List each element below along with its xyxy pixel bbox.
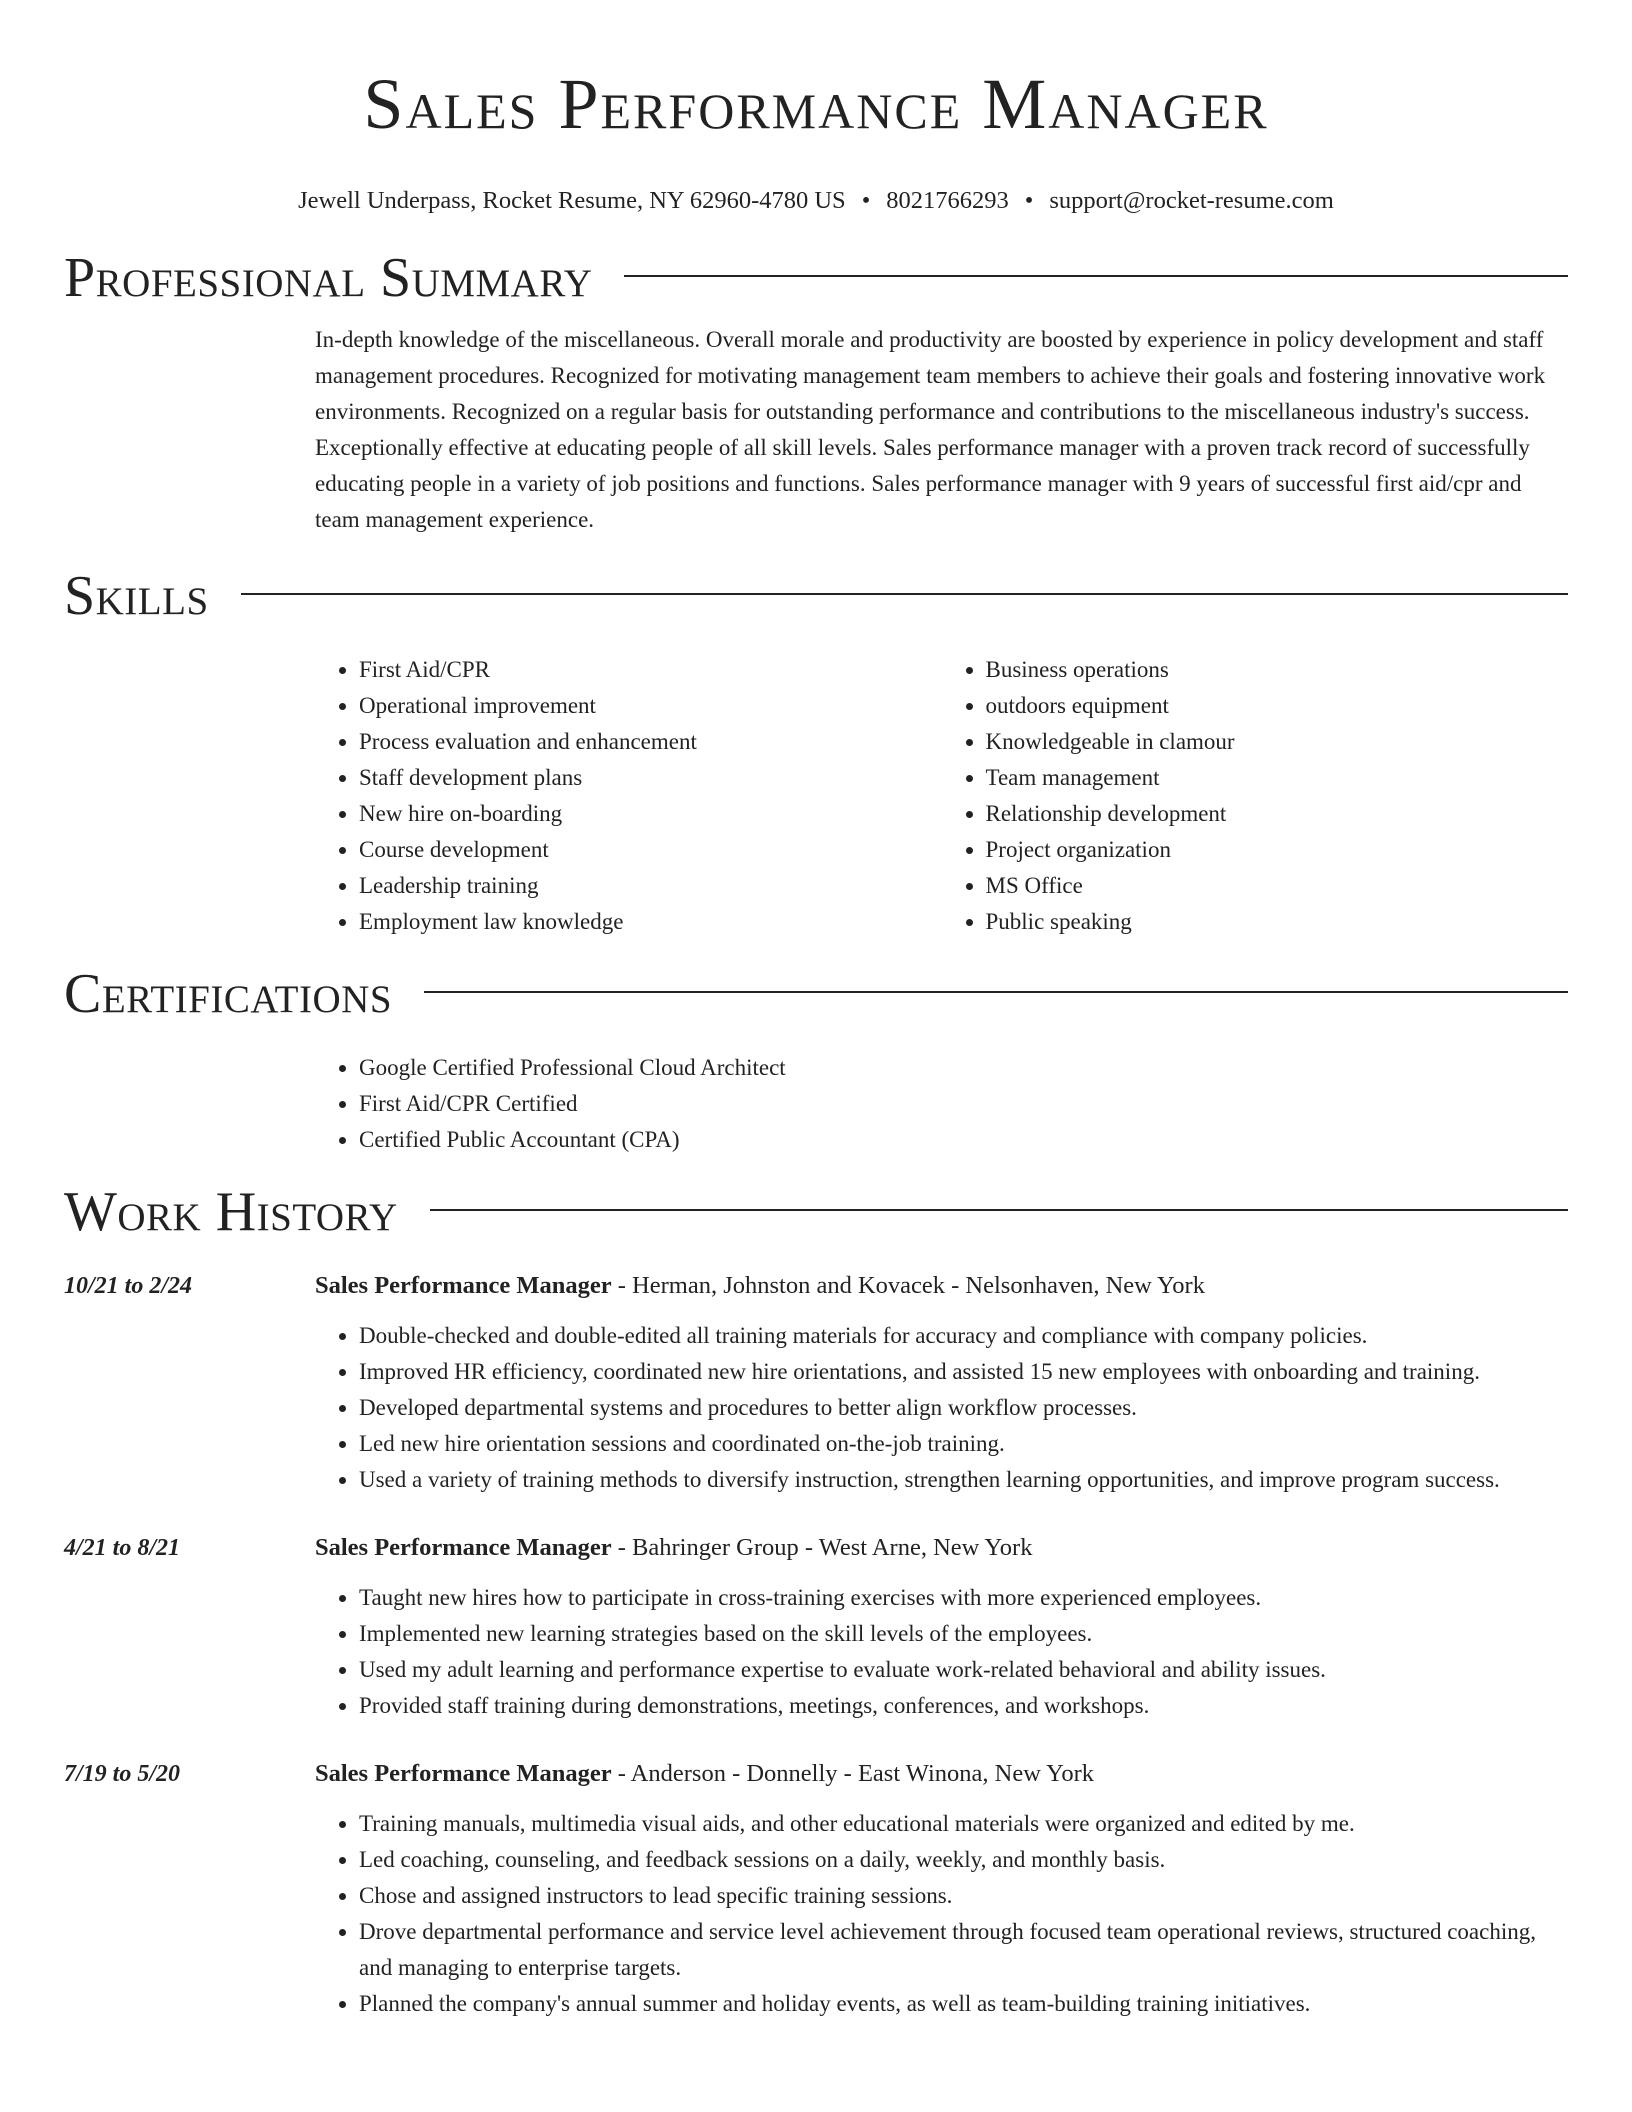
skill-item: • Leadership training <box>359 868 942 904</box>
job-bullet: • Training manuals, multimedia visual aids, and other educational materials were organized and edited by me. <box>359 1806 1568 1842</box>
skill-item: • Relationship development <box>986 796 1569 832</box>
skills-list-right <box>942 652 1569 940</box>
job-bullet: • Drove departmental performance and service level achievement through focused team operational reviews, structured coaching, and managing to enterprise targets. <box>359 1914 1568 1986</box>
contact-line <box>64 186 1568 216</box>
job-bullet: • Provided staff training during demonstrations, meetings, conferences, and workshops. <box>359 1688 1568 1724</box>
skill-item: • Course development <box>359 832 942 868</box>
section-divider <box>424 991 1568 993</box>
skill-item: • outdoors equipment <box>986 688 1569 724</box>
skill-item: • Project organization <box>986 832 1569 868</box>
skill-item: • Public speaking <box>986 904 1569 940</box>
certification-item: • Certified Public Accountant (CPA) <box>359 1122 1568 1158</box>
skill-item: • Operational improvement <box>359 688 942 724</box>
job-title: Sales Performance Manager <box>315 1760 612 1787</box>
skills-list-left <box>315 652 942 940</box>
summary-body <box>315 322 1568 538</box>
job-bullet: • Improved HR efficiency, coordinated new hire orientations, and assisted 15 new employees with onboarding and training. <box>359 1354 1568 1390</box>
job-bullet: • Double-checked and double-edited all training materials for accuracy and compliance with company policies. <box>359 1318 1568 1354</box>
job-dates: 4/21 to 8/21 <box>64 1535 181 1561</box>
contact-phone: 8021766293 <box>886 187 1009 214</box>
job-title-line <box>315 1268 1568 1304</box>
job-bullet: • Developed departmental systems and procedures to better align workflow processes. <box>359 1390 1568 1426</box>
section-divider <box>430 1209 1568 1211</box>
contact-separator: • <box>1024 187 1034 214</box>
job-entry <box>64 1756 1568 2022</box>
job-bullet: • Led new hire orientation sessions and coordinated on-the-job training. <box>359 1426 1568 1462</box>
job-bullets <box>315 1318 1568 1498</box>
job-bullet: • Chose and assigned instructors to lead specific training sessions. <box>359 1878 1568 1914</box>
job-bullet: • Implemented new learning strategies based on the skill levels of the employees. <box>359 1616 1568 1652</box>
work-history-section-header <box>64 1180 1568 1244</box>
certifications-body <box>315 1050 1568 1158</box>
job-bullet: • Used my adult learning and performance expertise to evaluate work-related behavioral and ability issues. <box>359 1652 1568 1688</box>
job-employer: - Bahringer Group - West Arne, New York <box>611 1534 1033 1561</box>
job-title: Sales Performance Manager <box>315 1272 612 1299</box>
skills-body <box>315 652 1568 940</box>
job-dates: 10/21 to 2/24 <box>64 1273 193 1299</box>
skills-section-header <box>64 564 1568 628</box>
section-divider <box>241 593 1568 595</box>
skill-item: • Team management <box>986 760 1569 796</box>
job-employer: - Herman, Johnston and Kovacek - Nelsonhaven, New York <box>611 1272 1205 1299</box>
job-title-line <box>315 1530 1568 1566</box>
summary-text: In-depth knowledge of the miscellaneous. Overall morale and productivity are boosted by experience in policy development and staff management procedures. Recognized for motivating management team members to achieve their goals and fostering innovative work environments. Recognized on a regular basis for outstanding performance and contributions to the miscellaneous industry's success. Exceptionally effective at educating people of all skill levels. Sales performance manager with a proven track record of successfully educating people in a variety of job positions and functions. Sales performance manager with 9 years of successful first aid/cpr and team management experience. <box>315 327 1546 532</box>
job-details <box>315 1756 1568 2022</box>
contact-email: support@rocket-resume.com <box>1049 187 1334 214</box>
skill-item: • First Aid/CPR <box>359 652 942 688</box>
work-history-heading: Work History <box>64 1181 398 1243</box>
job-title: Sales Performance Manager <box>315 1534 612 1561</box>
job-entry <box>64 1530 1568 1724</box>
job-title-line <box>315 1756 1568 1792</box>
job-bullets <box>315 1580 1568 1724</box>
certification-item: • First Aid/CPR Certified <box>359 1086 1568 1122</box>
certification-item: • Google Certified Professional Cloud Architect <box>359 1050 1568 1086</box>
job-bullet: • Used a variety of training methods to diversify instruction, strengthen learning opportunities, and improve program success. <box>359 1462 1568 1498</box>
skill-item: • Knowledgeable in clamour <box>986 724 1569 760</box>
certifications-list <box>315 1050 1568 1158</box>
job-bullet: • Taught new hires how to participate in cross-training exercises with more experienced employees. <box>359 1580 1568 1616</box>
skill-item: • Business operations <box>986 652 1569 688</box>
job-employer: - Anderson - Donnelly - East Winona, New York <box>611 1760 1095 1787</box>
skill-item: • MS Office <box>986 868 1569 904</box>
resume-name: Sales Performance Manager <box>363 64 1269 144</box>
job-bullets <box>315 1806 1568 2022</box>
job-bullet: • Planned the company's annual summer and holiday events, as well as team-building training initiatives. <box>359 1986 1568 2022</box>
job-details <box>315 1530 1568 1724</box>
contact-separator: • <box>861 187 871 214</box>
job-details <box>315 1268 1568 1498</box>
skills-heading: Skills <box>64 565 209 627</box>
summary-section-header <box>64 246 1568 310</box>
summary-heading: Professional Summary <box>64 247 593 309</box>
job-entry <box>64 1268 1568 1498</box>
skill-item: • Employment law knowledge <box>359 904 942 940</box>
certifications-section-header <box>64 962 1568 1026</box>
job-dates: 7/19 to 5/20 <box>64 1761 181 1787</box>
contact-address: Jewell Underpass, Rocket Resume, NY 62960-4780 US <box>298 187 846 214</box>
job-bullet: • Led coaching, counseling, and feedback sessions on a daily, weekly, and monthly basis. <box>359 1842 1568 1878</box>
certifications-heading: Certifications <box>64 963 393 1025</box>
section-divider <box>624 275 1568 277</box>
skill-item: • Staff development plans <box>359 760 942 796</box>
skill-item: • Process evaluation and enhancement <box>359 724 942 760</box>
skill-item: • New hire on-boarding <box>359 796 942 832</box>
